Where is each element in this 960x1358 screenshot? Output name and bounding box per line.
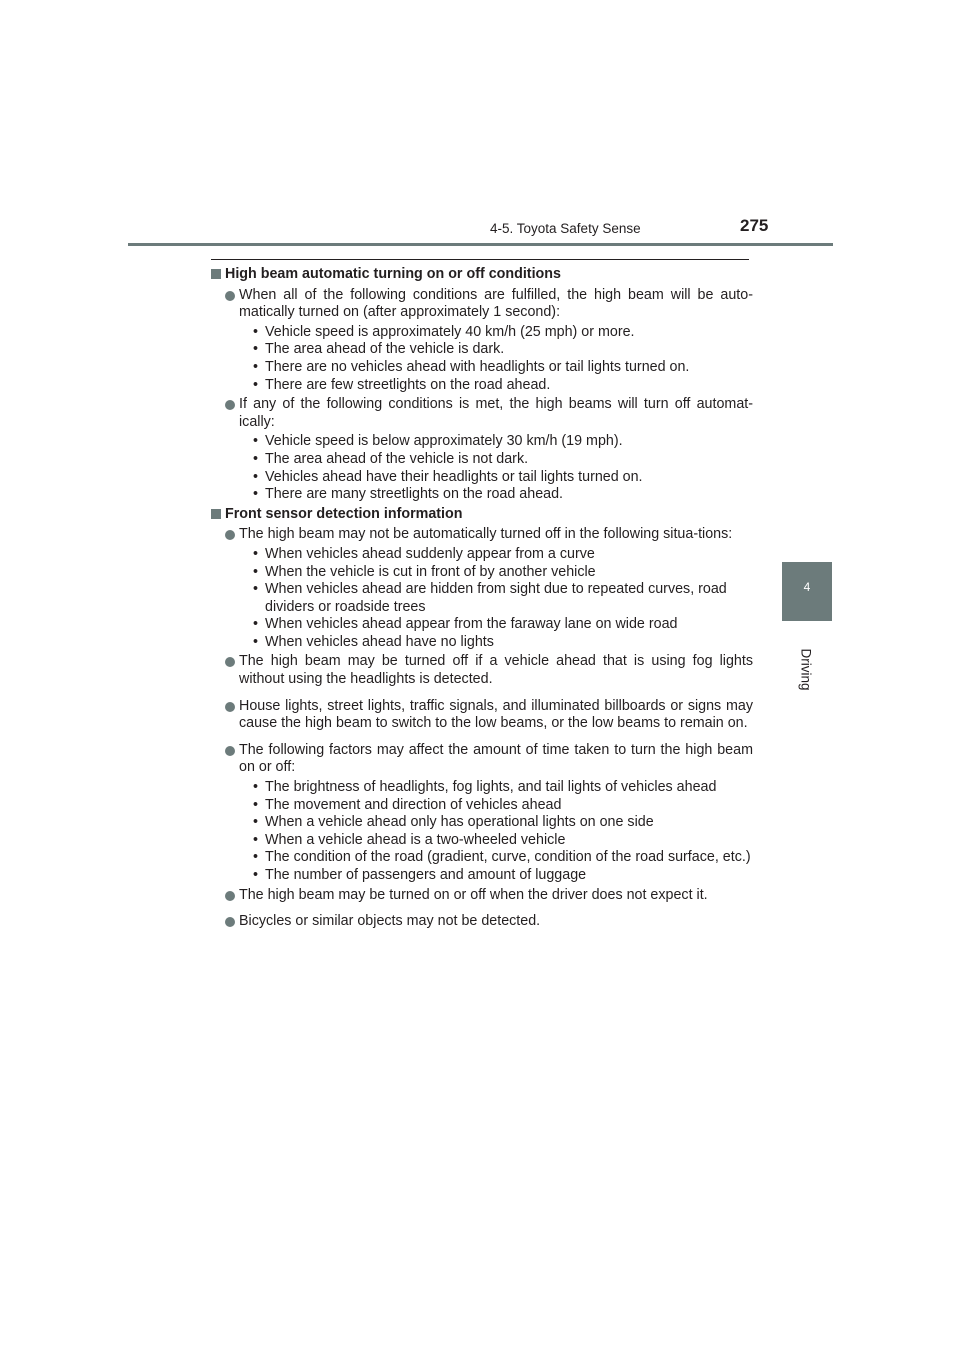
bullet-item bbox=[211, 698, 753, 733]
sub-list-item-text: There are no vehicles ahead with headlights or tail lights turned on. bbox=[265, 358, 690, 375]
sub-list-item bbox=[253, 849, 753, 867]
bullet-item-text: The high beam may be turned off if a vehicle ahead that is using fog lights without using the headlights is detected. bbox=[239, 653, 753, 688]
sub-list-item-text: There are many streetlights on the road ahead. bbox=[265, 486, 564, 503]
sub-list-item bbox=[253, 433, 753, 451]
dot-bullet-icon: • bbox=[253, 796, 259, 813]
dot-bullet-icon: • bbox=[253, 358, 259, 375]
bullet-item-text: The high beam may be turned on or off when the driver does not expect it. bbox=[239, 886, 708, 903]
bullet-item-text: Bicycles or similar objects may not be detected. bbox=[239, 913, 541, 930]
dot-bullet-icon: • bbox=[253, 323, 259, 340]
sub-list-item-text: When vehicles ahead appear from the faraway lane on wide road bbox=[265, 616, 678, 633]
sub-list-item bbox=[253, 797, 753, 815]
sub-list-item-text: Vehicles ahead have their headlights or tail lights turned on. bbox=[265, 468, 643, 485]
dot-bullet-icon: • bbox=[253, 849, 259, 866]
square-bullet-icon bbox=[211, 509, 221, 519]
sub-list-item-text: Vehicle speed is below approximately 30 km/h (19 mph). bbox=[265, 433, 623, 450]
section-heading bbox=[211, 266, 753, 284]
circle-bullet-icon bbox=[225, 657, 235, 667]
content-divider bbox=[211, 259, 749, 260]
bullet-item bbox=[211, 653, 753, 688]
sub-list-item bbox=[253, 581, 753, 616]
bullet-item-text: The following factors may affect the amount of time taken to turn the high beam on or off: bbox=[239, 741, 753, 776]
sub-list-item-text: The area ahead of the vehicle is not dark. bbox=[265, 450, 529, 467]
sub-list-item-text: The condition of the road (gradient, curve, condition of the road surface, etc.) bbox=[265, 849, 751, 866]
chapter-tab bbox=[782, 562, 832, 621]
sub-list bbox=[211, 779, 753, 885]
sub-list-item bbox=[253, 377, 753, 395]
section-heading bbox=[211, 506, 753, 524]
bullet-item bbox=[211, 742, 753, 777]
sub-list-item-text: Vehicle speed is approximately 40 km/h (25 mph) or more. bbox=[265, 323, 635, 340]
dot-bullet-icon: • bbox=[253, 468, 259, 485]
dot-bullet-icon: • bbox=[253, 563, 259, 580]
bullet-item bbox=[211, 887, 753, 905]
circle-bullet-icon bbox=[225, 702, 235, 712]
dot-bullet-icon: • bbox=[253, 867, 259, 883]
bullet-item-text: If any of the following conditions is met, the high beams will turn off automat-ically: bbox=[239, 396, 753, 430]
sub-list-item bbox=[253, 486, 753, 504]
sub-list-item-text: The movement and direction of vehicles ahead bbox=[265, 796, 562, 813]
bullet-item-text: House lights, street lights, traffic signals, and illuminated billboards or signs may cause the high beam to switch to the low beams, or the low beams to remain on. bbox=[239, 697, 753, 732]
bullet-item-text: The high beam may not be automatically turned off in the following situa-tions: bbox=[239, 526, 733, 543]
circle-bullet-icon bbox=[225, 400, 235, 410]
circle-bullet-icon bbox=[225, 891, 235, 901]
sub-list-item-text: When a vehicle ahead is a two-wheeled vehicle bbox=[265, 831, 566, 848]
sub-list-item bbox=[253, 469, 753, 487]
page-content bbox=[211, 266, 753, 940]
chapter-label: Driving bbox=[798, 648, 814, 691]
dot-bullet-icon: • bbox=[253, 433, 259, 450]
sub-list-item bbox=[253, 867, 753, 885]
chapter-number: 4 bbox=[803, 580, 811, 594]
dot-bullet-icon: • bbox=[253, 486, 259, 503]
dot-bullet-icon: • bbox=[253, 616, 259, 633]
sub-list bbox=[211, 546, 753, 652]
sub-list-item-text: The brightness of headlights, fog lights, and tail lights of vehicles ahead bbox=[265, 779, 717, 796]
sub-list-item bbox=[253, 814, 753, 832]
sub-list-item-text: There are few streetlights on the road ahead. bbox=[265, 376, 551, 393]
sub-list-item-text: When vehicles ahead are hidden from sight due to repeated curves, road dividers or roadside trees bbox=[265, 581, 727, 615]
circle-bullet-icon bbox=[225, 530, 235, 540]
sub-list-item-text: When the vehicle is cut in front of by another vehicle bbox=[265, 563, 596, 580]
circle-bullet-icon bbox=[225, 291, 235, 301]
dot-bullet-icon: • bbox=[253, 779, 259, 796]
sub-list-item bbox=[253, 359, 753, 377]
dot-bullet-icon: • bbox=[253, 376, 259, 393]
dot-bullet-icon: • bbox=[253, 633, 259, 650]
header-divider bbox=[128, 243, 833, 246]
dot-bullet-icon: • bbox=[253, 814, 259, 831]
sub-list bbox=[211, 324, 753, 394]
section-title: 4-5. Toyota Safety Sense bbox=[490, 221, 641, 236]
dot-bullet-icon: • bbox=[253, 545, 259, 562]
square-bullet-icon bbox=[211, 269, 221, 279]
sub-list-item-text: When a vehicle ahead only has operational lights on one side bbox=[265, 814, 654, 831]
sub-list-item bbox=[253, 324, 753, 342]
sub-list-item bbox=[253, 341, 753, 359]
sub-list-item bbox=[253, 564, 753, 582]
sub-list-item bbox=[253, 634, 753, 652]
dot-bullet-icon: • bbox=[253, 831, 259, 848]
bullet-item bbox=[211, 396, 753, 431]
bullet-item-text: When all of the following conditions are fulfilled, the high beam will be auto-matically turned on (after approximately 1 second): bbox=[239, 286, 753, 321]
sub-list-item bbox=[253, 779, 753, 797]
bullet-item bbox=[211, 913, 753, 931]
section-heading-text: High beam automatic turning on or off conditions bbox=[225, 266, 561, 282]
dot-bullet-icon: • bbox=[253, 581, 259, 598]
sub-list-item bbox=[253, 546, 753, 564]
sub-list-item-text: When vehicles ahead have no lights bbox=[265, 633, 494, 650]
bullet-item bbox=[211, 287, 753, 322]
page-number: 275 bbox=[740, 216, 769, 235]
sub-list bbox=[211, 433, 753, 503]
sub-list-item bbox=[253, 832, 753, 850]
sub-list-item-text: When vehicles ahead suddenly appear from a curve bbox=[265, 545, 595, 562]
dot-bullet-icon: • bbox=[253, 450, 259, 467]
sub-list-item bbox=[253, 616, 753, 634]
sub-list-item-text: The area ahead of the vehicle is dark. bbox=[265, 341, 505, 358]
sub-list-item-text: The number of passengers and amount of luggage bbox=[265, 867, 587, 883]
circle-bullet-icon bbox=[225, 746, 235, 756]
dot-bullet-icon: • bbox=[253, 341, 259, 358]
bullet-item bbox=[211, 526, 753, 544]
sub-list-item bbox=[253, 451, 753, 469]
circle-bullet-icon bbox=[225, 917, 235, 927]
section-heading-text: Front sensor detection information bbox=[225, 505, 463, 522]
